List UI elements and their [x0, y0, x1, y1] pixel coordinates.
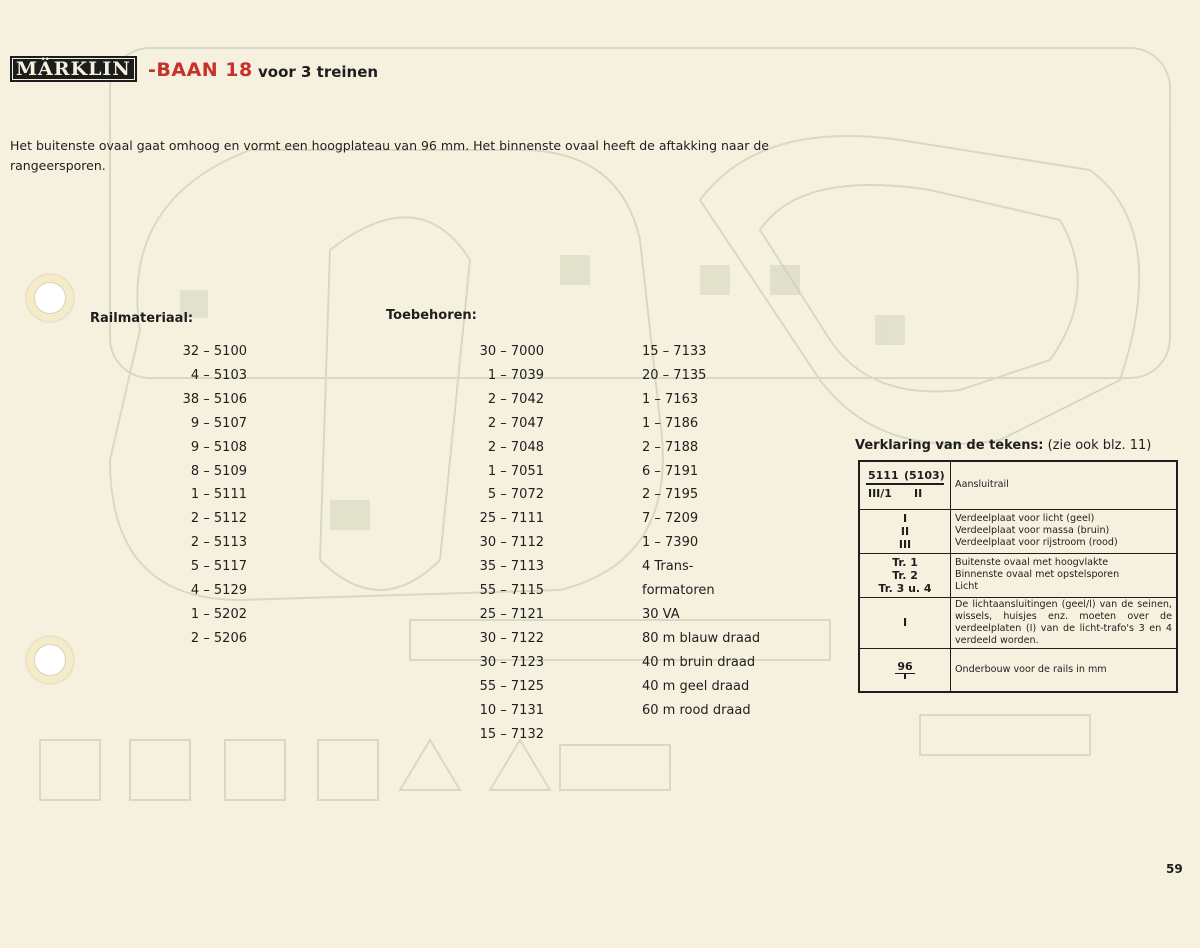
list-item: 30 – 7123: [479, 654, 544, 670]
list-item: 80 m blauw draad: [642, 630, 761, 646]
roman-two: II: [900, 524, 910, 538]
marklin-logo: MÄRKLIN: [10, 56, 137, 82]
roman-one: I: [902, 616, 908, 629]
list-item: 55 – 7115: [479, 583, 544, 599]
page-subtitle: voor 3 treinen: [258, 63, 379, 81]
list-item: 25 – 7111: [479, 511, 544, 527]
legend-desc-line: Verdeelplaat voor licht (geel): [955, 513, 1095, 524]
railmateriaal-list: [150, 340, 247, 651]
list-item: 30 VA: [642, 606, 680, 622]
list-item: 5 – 5117: [190, 559, 247, 575]
list-item: 6 – 7191: [642, 463, 699, 479]
legend-desc-line: Buitenste ovaal met hoogvlakte: [955, 557, 1109, 568]
legend-title-ref: (zie ook blz. 11): [1047, 438, 1152, 453]
punch-hole-top: [34, 282, 66, 314]
list-item: 30 – 7122: [479, 630, 544, 646]
list-item: 30 – 7112: [479, 535, 544, 551]
list-item: 55 – 7125: [479, 678, 544, 694]
legend-row-trafos: [859, 553, 1177, 597]
list-item: 2 – 7195: [642, 487, 699, 503]
page-title: -BAAN 18: [148, 59, 253, 81]
roman-one: I: [902, 511, 908, 525]
list-item: 1 – 7163: [642, 391, 699, 407]
punch-hole-bottom: [34, 644, 66, 676]
toebehoren-list-2: [642, 340, 802, 723]
rail-symbol-bottom-left: III/1: [868, 487, 892, 501]
list-item: 60 m rood draad: [642, 702, 751, 718]
rail-line: [866, 483, 944, 485]
legend-symbol-rail: [859, 461, 951, 509]
list-item: 5 – 7072: [487, 487, 544, 503]
list-item: 1 – 7051: [487, 463, 544, 479]
list-item: 25 – 7121: [479, 606, 544, 622]
list-item: 1 – 5202: [190, 606, 247, 622]
legend-desc: [951, 509, 1178, 553]
list-item: 8 – 5109: [190, 463, 247, 479]
list-item: 7 – 7209: [642, 511, 699, 527]
legend-desc-line: Onderbouw voor de rails in mm: [955, 663, 1107, 675]
page-number: 59: [1166, 862, 1183, 876]
legend-table: [858, 460, 1178, 693]
legend-title: [855, 438, 1151, 453]
list-item: 2 – 7188: [642, 439, 699, 455]
list-item: 20 – 7135: [642, 367, 707, 383]
legend-desc-line: De lichtaansluitingen (geel/l) van de seinen, wissels, huisjes enz. moeten over de verdeelplaten (I) van de licht-trafo's 3 en 4 verdeeld worden.: [955, 598, 1172, 646]
list-item: 4 – 5129: [190, 583, 247, 599]
list-item: 2 – 5112: [190, 511, 247, 527]
list-item: 40 m bruin draad: [642, 654, 756, 670]
height-96-mark: 96: [897, 660, 913, 674]
toebehoren-list-1: [440, 340, 544, 746]
list-item: 15 – 7132: [479, 726, 544, 742]
list-item: 2 – 7042: [487, 391, 544, 407]
legend-desc-line: Verdeelplaat voor massa (bruin): [955, 525, 1110, 536]
legend-title-bold: Verklaring van de tekens:: [855, 438, 1044, 453]
trafo-1: Tr. 1: [892, 555, 918, 569]
list-item: 1 – 7039: [487, 367, 544, 383]
legend-desc-line: Binnenste ovaal met opstelsporen: [955, 569, 1120, 580]
rail-symbol-bottom-right: II: [914, 487, 923, 501]
list-item: 2 – 7047: [487, 415, 544, 431]
legend-desc-line: Aansluitrail: [955, 479, 1009, 491]
legend-desc-line: Verdeelplaat voor rijstroom (rood): [955, 537, 1118, 548]
list-item: 9 – 5107: [190, 415, 247, 431]
list-item: 1 – 7390: [642, 535, 699, 551]
height-tick-icon: [904, 674, 906, 679]
list-item: 10 – 7131: [479, 702, 544, 718]
list-item: 15 – 7133: [642, 344, 707, 359]
legend-row-onderbouw: [859, 648, 1177, 692]
trafo-2: Tr. 2: [892, 568, 918, 582]
legend-row-lichtaansluitingen: [859, 597, 1177, 648]
legend-desc: [951, 553, 1178, 597]
intro-text: Het buitenste ovaal gaat omhoog en vormt een hoogplateau van 96 mm. Het binnenste ovaal heeft de aftakking naar de rangeersporen.: [10, 138, 769, 173]
list-item: 32 – 5100: [182, 344, 247, 359]
legend-row-aansluitrail: [859, 461, 1177, 509]
legend-symbol-height: [859, 648, 951, 692]
list-item: 4 – 5103: [190, 367, 247, 383]
list-item: 30 – 7000: [479, 344, 544, 359]
list-item: 38 – 5106: [182, 391, 247, 407]
legend-desc: [951, 597, 1178, 648]
legend-row-verdeelplaten: [859, 509, 1177, 553]
legend-symbol-licht: [859, 597, 951, 648]
list-item: 40 m geel draad: [642, 678, 750, 694]
legend-symbol-plates: [859, 509, 951, 553]
legend-symbol-trafos: [859, 553, 951, 597]
list-item: 2 – 5206: [190, 630, 247, 646]
list-item: 35 – 7113: [479, 559, 544, 575]
roman-three: III: [898, 537, 912, 551]
list-item: 4 Trans-: [642, 559, 694, 575]
legend-desc: [951, 461, 1178, 509]
railmateriaal-heading: Railmateriaal:: [90, 311, 194, 326]
rail-symbol-top-left: 5111: [868, 469, 899, 483]
toebehoren-heading: Toebehoren:: [386, 308, 477, 323]
list-item: 2 – 7048: [487, 439, 544, 455]
list-item: 2 – 5113: [190, 535, 247, 551]
rail-symbol-top-right: (5103): [904, 469, 945, 483]
trafo-3-4: Tr. 3 u. 4: [878, 581, 932, 595]
rail-symbol-icon: [864, 467, 946, 503]
legend-desc-line: Licht: [955, 581, 979, 592]
list-item: 1 – 7186: [642, 415, 699, 431]
legend-desc: [951, 648, 1178, 692]
list-item: formatoren: [642, 583, 715, 599]
list-item: 1 – 5111: [190, 487, 247, 503]
list-item: 9 – 5108: [190, 439, 247, 455]
